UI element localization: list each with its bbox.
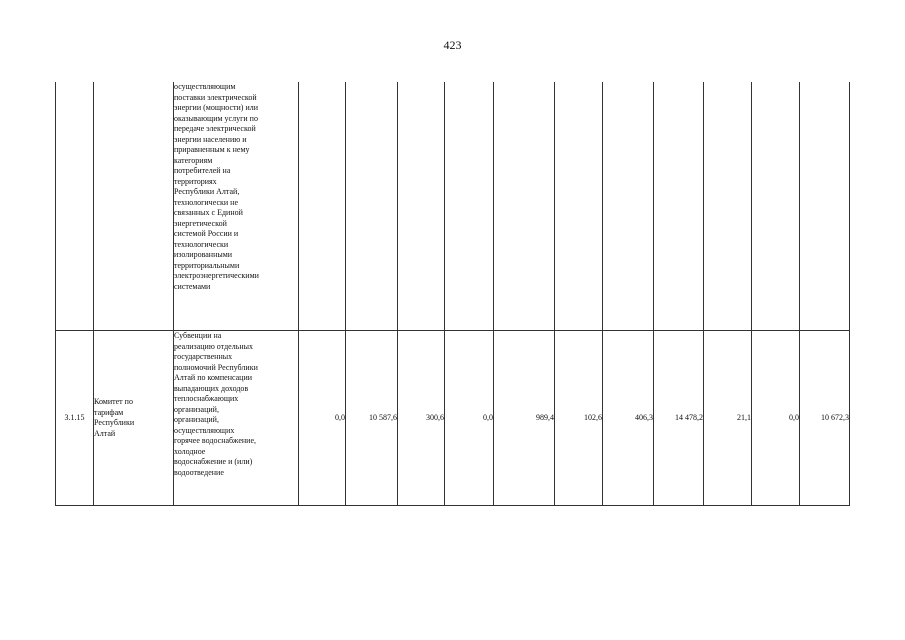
budget-table	[55, 82, 850, 506]
value-cell: 0,0	[445, 331, 494, 506]
value-cell	[299, 82, 346, 331]
row-description: осуществляющим поставки электрической энергии (мощности) или оказывающим услуги по передаче электрической энергии населению и приравненным к нему категориям потребителей на территориях Республики Алтай, технологически не связанных с Единой энергетической системой России и технологически изолированными территориальными электроэнергетическими системами	[174, 82, 299, 331]
table-row	[56, 82, 850, 331]
page-number: 423	[443, 38, 462, 52]
value-cell: 10 587,6	[346, 331, 398, 506]
value-cell	[704, 82, 752, 331]
value-cell: 14 478,2	[654, 331, 704, 506]
value-cell	[752, 82, 800, 331]
row-code	[56, 82, 94, 331]
row-code: 3.1.15	[56, 331, 94, 506]
value-cell	[346, 82, 398, 331]
value-cell: 406,3	[603, 331, 654, 506]
value-cell: 21,1	[704, 331, 752, 506]
value-cell: 10 672,3	[800, 331, 850, 506]
row-organization: Комитет по тарифам Республики Алтай	[94, 331, 174, 506]
value-cell	[800, 82, 850, 331]
value-cell: 0,0	[299, 331, 346, 506]
table-row	[56, 331, 850, 506]
value-cell: 102,6	[555, 331, 603, 506]
value-cell: 300,6	[398, 331, 445, 506]
value-cell	[398, 82, 445, 331]
value-cell: 0,0	[752, 331, 800, 506]
value-cell: 989,4	[494, 331, 555, 506]
value-cell	[654, 82, 704, 331]
value-cell	[494, 82, 555, 331]
value-cell	[445, 82, 494, 331]
row-organization	[94, 82, 174, 331]
value-cell	[603, 82, 654, 331]
row-description: Субвенции на реализацию отдельных государственных полномочий Республики Алтай по компенсации выпадающих доходов теплоснабжающих организаций, организаций, осуществляющих горячее водоснабжение, холодное водоснабжение и (или) водоотведение	[174, 331, 299, 506]
value-cell	[555, 82, 603, 331]
